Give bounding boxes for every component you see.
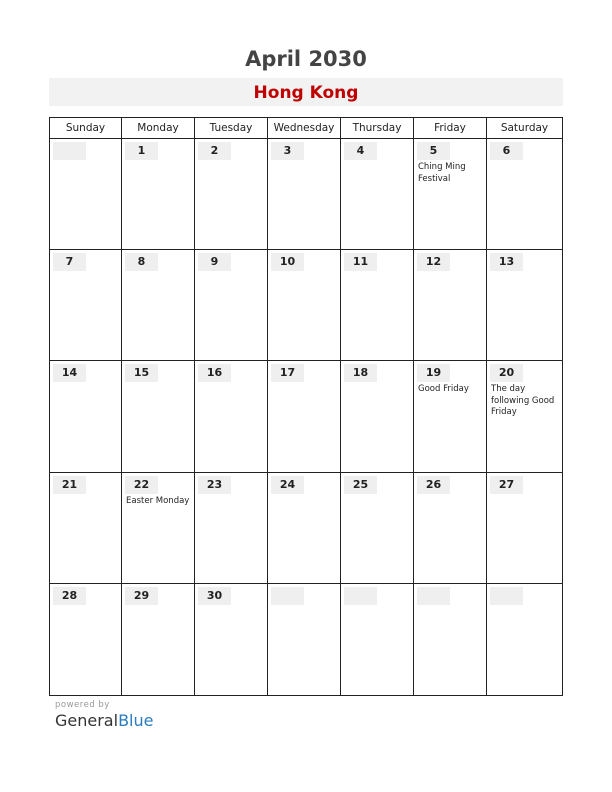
day-number: 9 xyxy=(198,253,231,271)
day-number: 24 xyxy=(271,476,304,494)
day-number: 6 xyxy=(490,142,523,160)
day-number: 12 xyxy=(417,253,450,271)
day-cell xyxy=(195,139,268,250)
day-cell xyxy=(341,473,414,584)
day-cell xyxy=(414,361,487,472)
day-cell xyxy=(414,584,487,695)
day-number: 11 xyxy=(344,253,377,271)
day-cell xyxy=(50,584,122,695)
holiday-label: Good Friday xyxy=(418,384,469,395)
day-number xyxy=(271,587,304,605)
day-number: 4 xyxy=(344,142,377,160)
footer xyxy=(55,700,153,730)
brand-name-part1: General xyxy=(55,711,119,730)
day-cell xyxy=(341,584,414,695)
day-number xyxy=(53,142,86,160)
day-cell xyxy=(50,473,122,584)
weekday-header-friday: Friday xyxy=(414,118,487,139)
day-number xyxy=(344,587,377,605)
day-cell xyxy=(414,250,487,361)
day-cell xyxy=(195,250,268,361)
day-cell xyxy=(268,250,341,361)
day-number: 23 xyxy=(198,476,231,494)
day-cell xyxy=(195,361,268,472)
brand-name-part2: Blue xyxy=(118,711,154,730)
day-cell xyxy=(487,250,562,361)
day-number: 1 xyxy=(125,142,158,160)
day-number: 5 xyxy=(417,142,450,160)
calendar-grid xyxy=(49,117,563,696)
day-cell xyxy=(487,361,562,472)
day-cell xyxy=(487,139,562,250)
day-number: 25 xyxy=(344,476,377,494)
day-number: 15 xyxy=(125,364,158,382)
day-number xyxy=(417,587,450,605)
day-number: 22 xyxy=(125,476,158,494)
day-number: 7 xyxy=(53,253,86,271)
weekday-header-saturday: Saturday xyxy=(487,118,562,139)
day-number: 30 xyxy=(198,587,231,605)
day-cell xyxy=(414,139,487,250)
weekday-header-monday: Monday xyxy=(122,118,195,139)
weekday-header-wednesday: Wednesday xyxy=(268,118,341,139)
page-title: April 2030 xyxy=(245,47,367,71)
day-cell xyxy=(195,584,268,695)
day-number: 16 xyxy=(198,364,231,382)
day-number: 3 xyxy=(271,142,304,160)
day-cell xyxy=(122,250,195,361)
weekday-header-sunday: Sunday xyxy=(50,118,122,139)
day-cell xyxy=(122,361,195,472)
holiday-label: Ching Ming Festival xyxy=(418,162,466,184)
day-cell xyxy=(487,584,562,695)
day-cell xyxy=(122,473,195,584)
day-number: 2 xyxy=(198,142,231,160)
day-cell xyxy=(50,139,122,250)
day-cell xyxy=(268,584,341,695)
day-number: 18 xyxy=(344,364,377,382)
day-number: 19 xyxy=(417,364,450,382)
weekday-header-thursday: Thursday xyxy=(341,118,414,139)
weekday-header-tuesday: Tuesday xyxy=(195,118,268,139)
day-number: 8 xyxy=(125,253,158,271)
day-cell xyxy=(414,473,487,584)
day-number: 13 xyxy=(490,253,523,271)
day-cell xyxy=(341,250,414,361)
day-number: 28 xyxy=(53,587,86,605)
day-number: 26 xyxy=(417,476,450,494)
day-cell xyxy=(122,139,195,250)
holiday-label: Easter Monday xyxy=(126,495,190,506)
day-cell xyxy=(341,139,414,250)
day-cell xyxy=(50,250,122,361)
day-number: 17 xyxy=(271,364,304,382)
day-cell xyxy=(268,473,341,584)
day-cell xyxy=(268,361,341,472)
brand-logo[interactable] xyxy=(55,711,153,730)
day-number xyxy=(490,587,523,605)
day-cell xyxy=(195,473,268,584)
day-number: 29 xyxy=(125,587,158,605)
day-cell xyxy=(50,361,122,472)
holiday-label: The day following Good Friday xyxy=(491,384,555,418)
region-banner xyxy=(49,78,563,106)
day-number: 10 xyxy=(271,253,304,271)
day-cell xyxy=(341,361,414,472)
day-number: 20 xyxy=(490,364,523,382)
day-number: 21 xyxy=(53,476,86,494)
day-number: 27 xyxy=(490,476,523,494)
powered-by-text: powered by xyxy=(55,700,110,710)
day-cell xyxy=(122,584,195,695)
day-number: 14 xyxy=(53,364,86,382)
day-cell xyxy=(487,473,562,584)
region-label: Hong Kong xyxy=(253,83,359,103)
day-cell xyxy=(268,139,341,250)
